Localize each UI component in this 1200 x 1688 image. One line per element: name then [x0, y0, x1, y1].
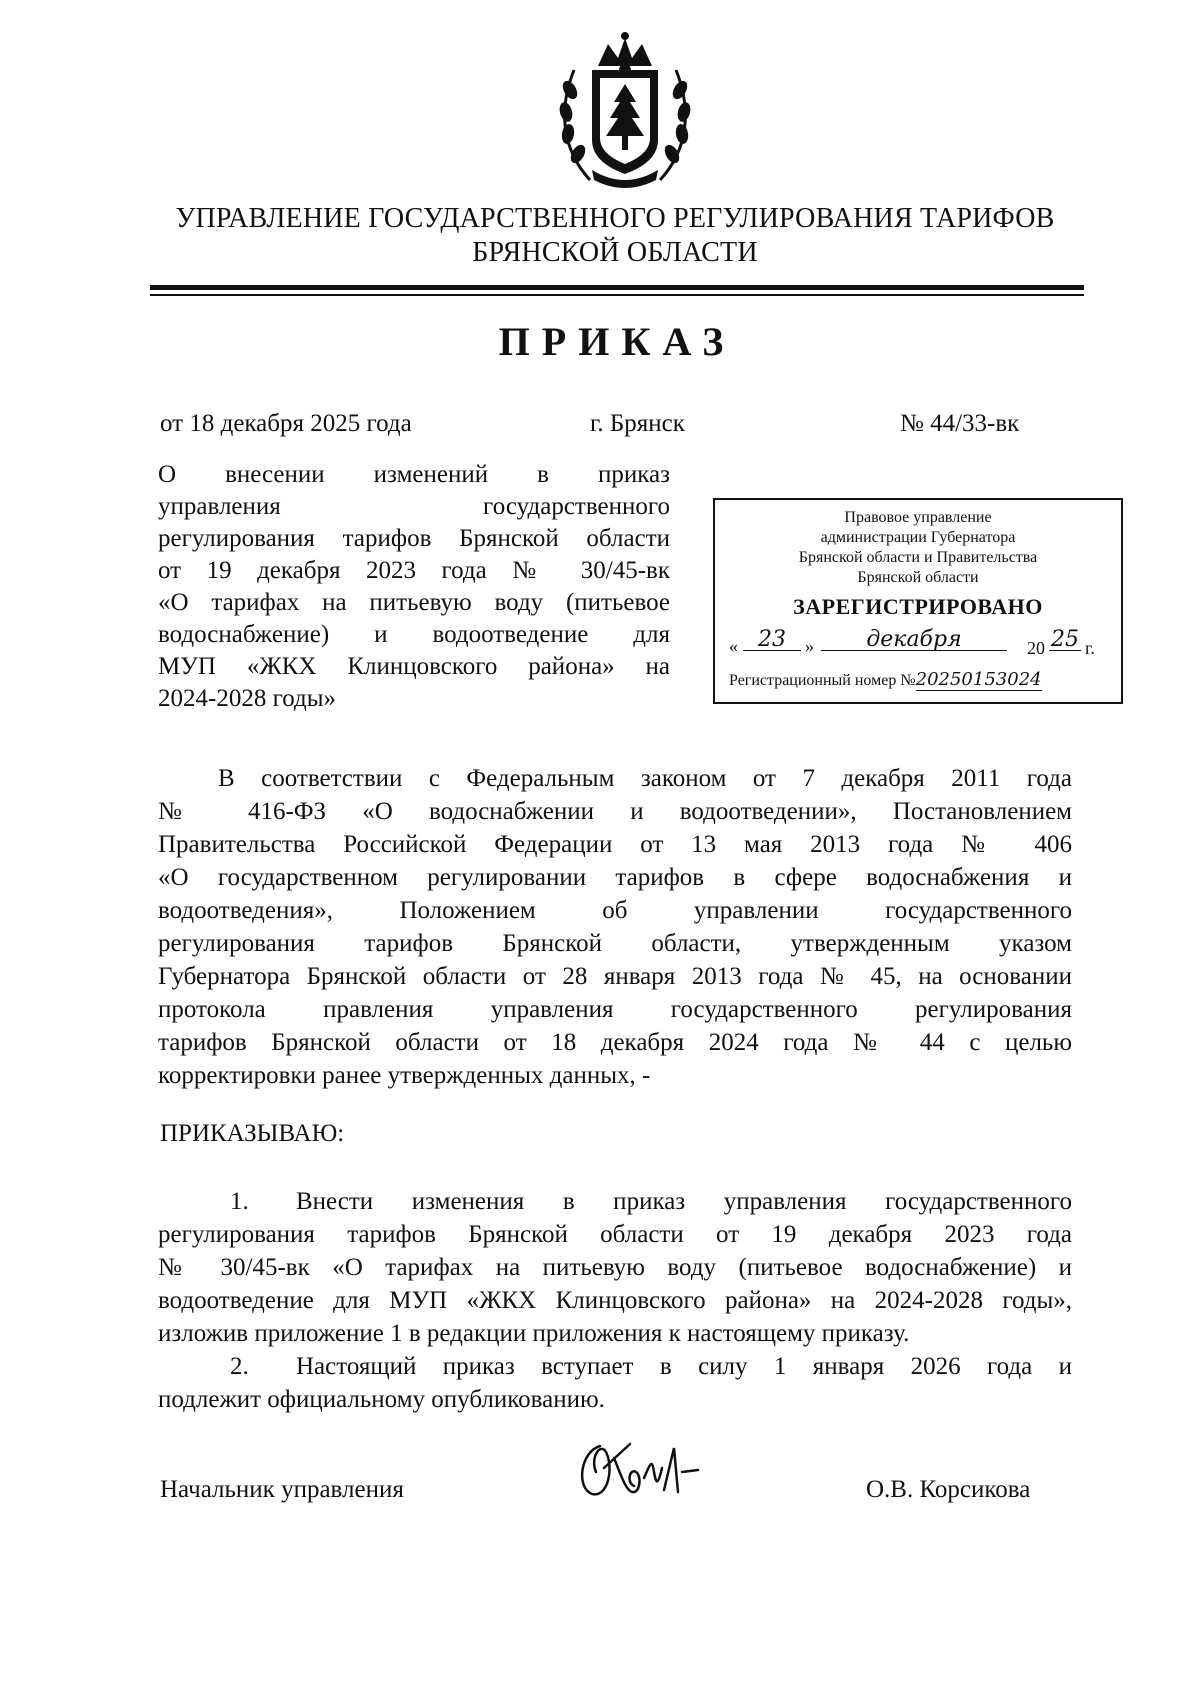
subject-line: О внесении изменений в приказ [158, 461, 670, 488]
stamp-month: декабря [821, 630, 1007, 651]
stamp-number-value: 20250153024 [915, 669, 1042, 690]
item2-line: подлежит официальному опубликованию. [158, 1386, 605, 1413]
registration-stamp [713, 498, 1123, 704]
subject-line: 2024-2028 годы» [158, 685, 337, 712]
stamp-day: 23 [743, 630, 801, 651]
organization-name-line1: УПРАВЛЕНИЕ ГОСУДАРСТВЕННОГО РЕГУЛИРОВАНИЯ ТАРИФОВ [175, 203, 1055, 234]
stamp-number-line [729, 670, 1114, 696]
stamp-line3: Брянской области и Правительства [798, 549, 1038, 566]
document-date: от 18 декабря 2025 года [160, 410, 412, 437]
order-items [158, 1185, 1072, 1416]
item1-number: 1. [230, 1188, 249, 1215]
preamble-line: Правительства Российской Федерации от 13 мая 2013 года № 406 [158, 831, 1072, 858]
preamble-line: «О государственном регулировании тарифов в сфере водоснабжения и [158, 864, 1072, 891]
header-rule-thin [150, 294, 1084, 296]
subject-line: регулирования тарифов Брянской области [158, 525, 670, 552]
preamble-line: Губернатора Брянской области от 28 января 2013 года № 45, на основании [158, 963, 1072, 990]
stamp-registered: ЗАРЕГИСТРИРОВАНО [793, 594, 1043, 619]
document-city: г. Брянск [590, 410, 685, 437]
stamp-number-label: Регистрационный номер № [729, 672, 916, 689]
stamp-year-prefix: 20 [1027, 638, 1045, 658]
subject-line: от 19 декабря 2023 года № 30/45-вк [158, 557, 670, 584]
stamp-year-suffix: 25 [1051, 627, 1079, 652]
preamble-line: корректировки ранее утвержденных данных, - [158, 1062, 651, 1089]
item1-line: № 30/45-вк «О тарифах на питьевую воду (питьевое водоснабжение) и [158, 1254, 1072, 1281]
organization-name [150, 202, 1080, 270]
stamp-line1: Правовое управление [844, 509, 992, 526]
preamble-line: водоотведения», Положением об управлении государственного [158, 897, 1072, 924]
subject-line: «О тарифах на питьевую воду (питьевое [158, 589, 670, 616]
signatory-name: О.В. Корсикова [866, 1476, 1031, 1503]
handwritten-signature [570, 1428, 720, 1508]
stamp-line2: администрации Губернатора [820, 529, 1016, 546]
item2-line: Настоящий приказ вступает в силу 1 января 2026 года и [296, 1353, 1072, 1380]
item1-line: изложив приложение 1 в редакции приложения к настоящему приказу. [158, 1320, 910, 1347]
item2-number: 2. [230, 1353, 249, 1380]
stamp-line4: Брянской области [857, 569, 979, 586]
preamble-line: В соответствии с Федеральным законом от 7 декабря 2011 года [218, 765, 1072, 792]
document-number: № 44/33-вк [900, 410, 1020, 437]
header-rule-thick [150, 285, 1084, 290]
document-subject [158, 459, 670, 715]
subject-line: МУП «ЖКХ Клинцовского района» на [158, 653, 670, 680]
bryansk-coat-of-arms-icon [552, 30, 698, 190]
preamble [158, 762, 1072, 1092]
signatory-position: Начальник управления [160, 1476, 404, 1503]
subject-line: водоснабжение) и водоотведение для [158, 621, 670, 648]
preamble-line: тарифов Брянской области от 18 декабря 2024 года № 44 с целью [158, 1029, 1072, 1056]
organization-name-line2: БРЯНСКОЙ ОБЛАСТИ [472, 237, 758, 268]
item2-first-line [158, 1350, 1072, 1383]
preamble-line: регулирования тарифов Брянской области, утвержденным указом [158, 930, 1072, 957]
subject-line: управления государственного [158, 493, 670, 520]
item1-line: водоотведение для МУП «ЖКХ Клинцовского района» на 2024-2028 годы», [158, 1287, 1072, 1314]
stamp-year-unit: г. [1085, 638, 1095, 658]
stamp-date-line: « 23 » декабря 20 25 г. [729, 627, 1095, 658]
preamble-line: № 416-ФЗ «О водоснабжении и водоотведении», Постановлением [158, 798, 1072, 825]
item1-first-line [158, 1185, 1072, 1218]
order-word: ПРИКАЗЫВАЮ: [160, 1120, 345, 1147]
item1-line: регулирования тарифов Брянской области от 19 декабря 2023 года [158, 1221, 1072, 1248]
preamble-line: протокола правления управления государственного регулирования [158, 996, 1072, 1023]
item1-line: Внести изменения в приказ управления государственного [296, 1188, 1072, 1215]
document-title: ПРИКАЗ [498, 319, 736, 364]
